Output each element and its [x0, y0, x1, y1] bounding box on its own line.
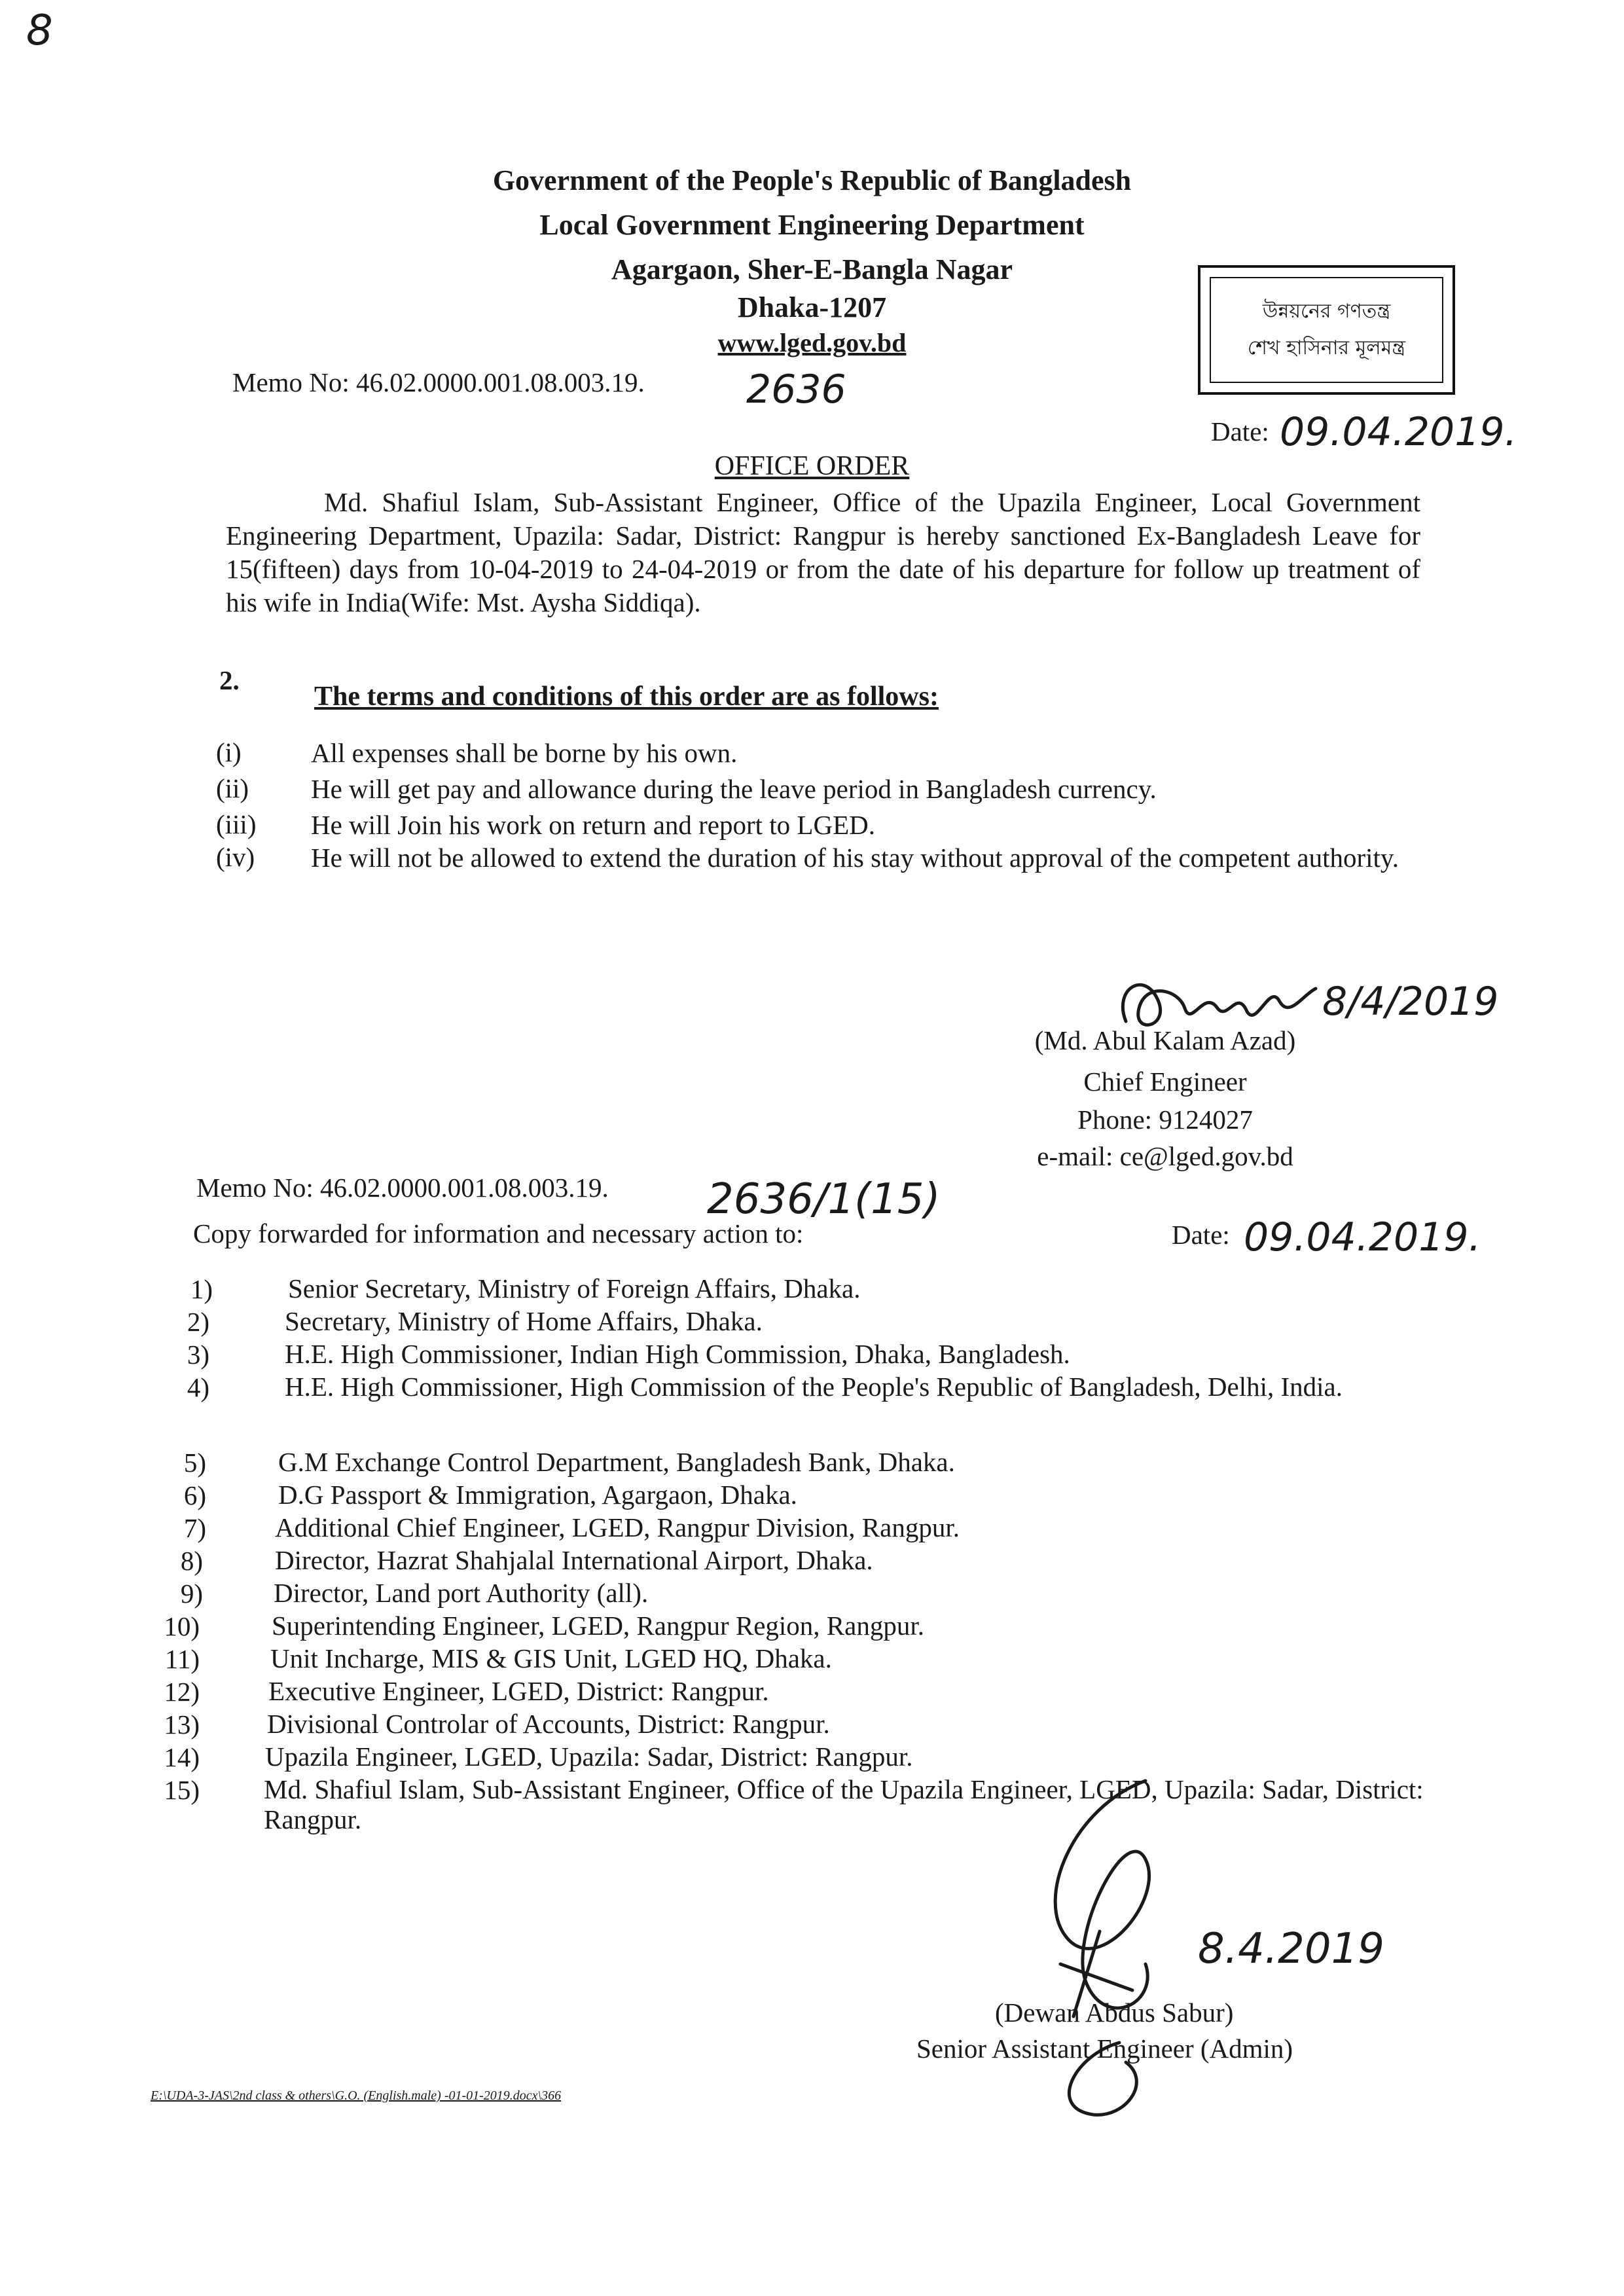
memo-2-number-handwritten: 2636/1(15) [707, 1175, 941, 1224]
condition-text: He will not be allowed to extend the duration of his stay without approval of the competent authority. [311, 843, 1399, 873]
header-address: Agargaon, Sher-E-Bangla Nagar [611, 253, 1013, 285]
list-item-number: 9) [180, 1578, 203, 1609]
date-label: Date: [1211, 416, 1269, 446]
list-item: Divisional Controlar of Accounts, District: Rangpur. [267, 1709, 830, 1739]
page-number-mark: 8 [26, 7, 53, 55]
section-2-title: The terms and conditions of this order are as follows: [314, 682, 939, 712]
condition-number: (ii) [216, 773, 249, 803]
list-item: Superintending Engineer, LGED, Rangpur Region, Rangpur. [272, 1611, 924, 1641]
header-government: Government of the People's Republic of Bangladesh [492, 164, 1132, 196]
list-item: H.E. High Commissioner, Indian High Commission, Dhaka, Bangladesh. [285, 1339, 1070, 1369]
signatory-2-designation: Senior Assistant Engineer (Admin) [916, 2033, 1293, 2064]
memo-number-label: Memo No: 46.02.0000.001.08.003.19. [232, 367, 645, 397]
list-item-number: 14) [164, 1742, 200, 1772]
memo-2-number-label: Memo No: 46.02.0000.001.08.003.19. [196, 1173, 609, 1203]
memo-2-date-label: Date: [1172, 1220, 1230, 1250]
header-website-link[interactable]: www.lged.gov.bd [717, 328, 907, 357]
order-paragraph-text: Md. Shafiul Islam, Sub-Assistant Engineer, Office of the Upazila Engineer, Local Government Engineering Department, Upazila: Sadar, District: Rangpur is hereby sanctioned Ex-Bangladesh Leave for 15(fifteen) days from 10-04-2019 to 24-04-2019 or from the date of his departure for follow up treatment of his wife in India(Wife: Mst. Aysha Siddiqa). [226, 487, 1420, 617]
list-item-number: 12) [164, 1677, 200, 1707]
list-item: G.M Exchange Control Department, Bangladesh Bank, Dhaka. [278, 1447, 955, 1477]
signature-date-handwritten: 8/4/2019 [1322, 979, 1499, 1025]
condition-number: (iii) [216, 809, 257, 839]
list-item-number: 3) [187, 1339, 209, 1370]
list-item-number: 7) [183, 1513, 206, 1543]
list-item-number: 11) [164, 1644, 200, 1674]
section-2-number: 2. [219, 665, 240, 695]
signature-2-date-handwritten: 8.4.2019 [1198, 1925, 1384, 1973]
date-handwritten: 09.04.2019. [1280, 409, 1517, 455]
list-item-number: 8) [180, 1546, 203, 1576]
slogan-box [1198, 265, 1455, 395]
memo-2-date-handwritten: 09.04.2019. [1244, 1214, 1481, 1260]
footer-file-path: E:\UDA-3-JAS\2nd class & others\G.O. (English.male) -01-01-2019.docx\366 [151, 2088, 562, 2103]
list-item: Senior Secretary, Ministry of Foreign Affairs, Dhaka. [288, 1273, 861, 1303]
list-item: H.E. High Commissioner, High Commission of the People's Republic of Bangladesh, Delhi, India. [285, 1372, 1343, 1402]
header-department: Local Government Engineering Department [539, 209, 1085, 241]
list-item-number: 1) [190, 1274, 213, 1304]
list-item: D.G Passport & Immigration, Agargaon, Dhaka. [278, 1480, 797, 1510]
condition-text: He will Join his work on return and report to LGED. [311, 810, 875, 840]
condition-text: He will get pay and allowance during the leave period in Bangladesh currency. [311, 774, 1157, 804]
list-item: Director, Hazrat Shahjalal International Airport, Dhaka. [275, 1545, 873, 1575]
list-item-number: 10) [164, 1611, 200, 1641]
signatory-phone: Phone: 9124027 [1077, 1104, 1253, 1135]
signatory-2-name: (Dewan Abdus Sabur) [995, 1997, 1234, 2028]
list-item: Secretary, Ministry of Home Affairs, Dhaka. [285, 1306, 763, 1336]
memo-number-handwritten: 2636 [746, 367, 846, 412]
list-item-number: 6) [183, 1480, 206, 1510]
order-paragraph [226, 486, 1420, 619]
list-item-number: 2) [187, 1307, 209, 1337]
list-item: Director, Land port Authority (all). [274, 1578, 649, 1608]
slogan-line-2: শেখ হাসিনার মূলমন্ত্র [1247, 337, 1406, 359]
list-item: Additional Chief Engineer, LGED, Rangpur Division, Rangpur. [275, 1512, 960, 1542]
list-item: Unit Incharge, MIS & GIS Unit, LGED HQ, Dhaka. [270, 1643, 832, 1673]
signatory-name: (Md. Abul Kalam Azad) [1034, 1025, 1296, 1055]
slogan-line-1: উন্নয়নের গণতন্ত্র [1262, 300, 1391, 323]
copy-forwarded-line: Copy forwarded for information and necessary action to: [193, 1218, 804, 1248]
list-item-number: 13) [164, 1709, 200, 1740]
list-item: Md. Shafiul Islam, Sub-Assistant Engineer, Office of the Upazila Engineer, LGED, Upazila: Sadar, District: Rangpur. [264, 1774, 1424, 1834]
list-item-number: 15) [164, 1775, 200, 1805]
condition-text: All expenses shall be borne by his own. [311, 738, 738, 768]
condition-number: (iv) [216, 842, 255, 872]
signatory-email-link[interactable]: e-mail: ce@lged.gov.bd [1037, 1141, 1293, 1171]
condition-number: (i) [216, 737, 242, 767]
list-item-number: 4) [187, 1372, 209, 1402]
list-item: Upazila Engineer, LGED, Upazila: Sadar, District: Rangpur. [265, 1741, 913, 1772]
signatory-designation: Chief Engineer [1083, 1066, 1247, 1097]
office-order-title: OFFICE ORDER [714, 451, 910, 481]
list-item: Executive Engineer, LGED, District: Rangpur. [268, 1676, 769, 1706]
signature-senior-assistant-engineer [995, 1768, 1211, 2121]
header-city: Dhaka-1207 [737, 291, 887, 323]
list-item-number: 5) [183, 1448, 206, 1478]
